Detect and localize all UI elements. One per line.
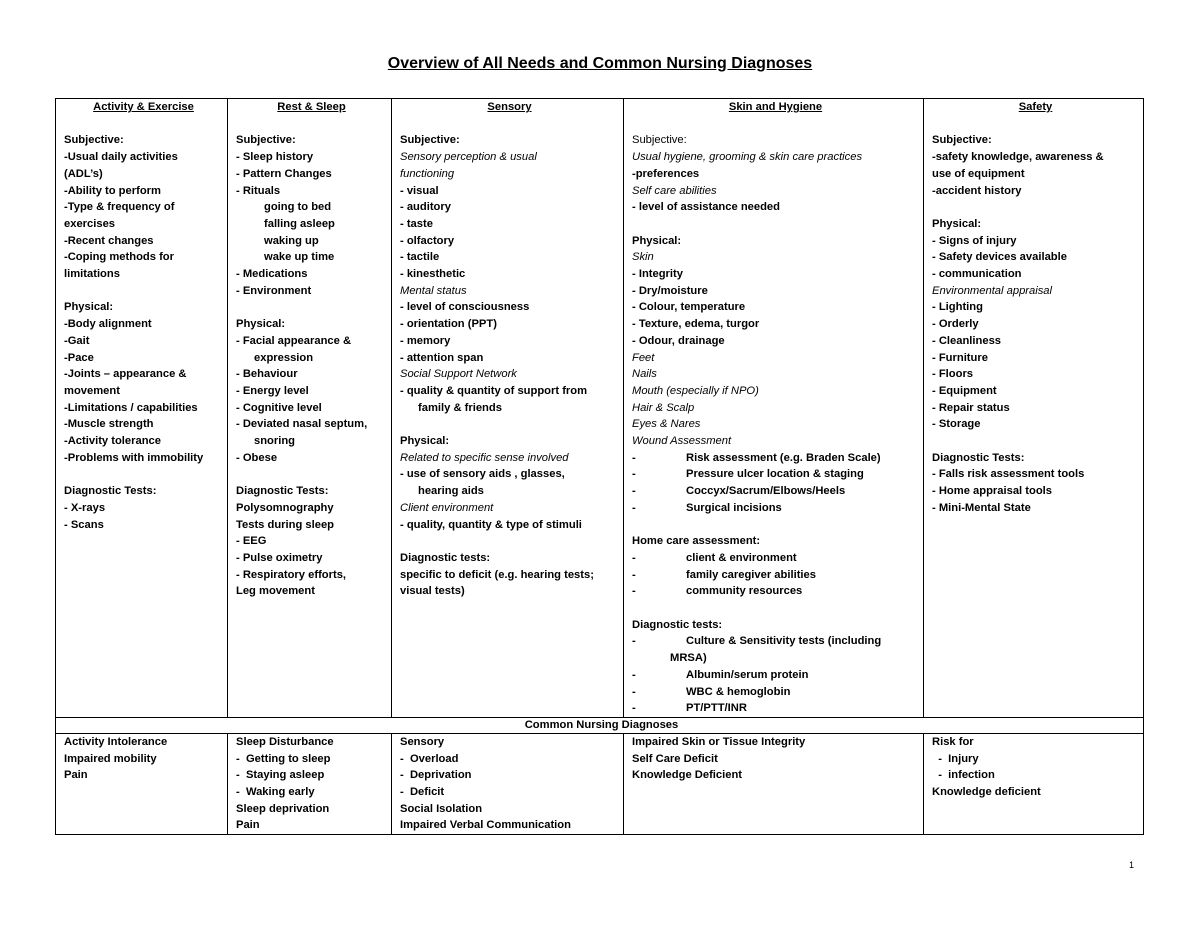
text-line: -Body alignment [64, 318, 152, 331]
text-line: Leg movement [236, 585, 315, 598]
diagnosis-line: - Staying asleep [236, 769, 325, 782]
spacer [632, 216, 919, 233]
text-line: -Gait [64, 334, 90, 347]
text-line: visual tests) [400, 585, 465, 598]
text-line: - Integrity [632, 268, 683, 280]
text-line: Self care abilities [632, 184, 717, 197]
text-line: MRSA) [670, 652, 707, 665]
bullet-text: Pressure ulcer location & staging [686, 468, 864, 481]
spacer [64, 283, 223, 300]
spacer [632, 600, 919, 617]
text-line: expression [254, 351, 314, 364]
text-line: Polysomnography [236, 501, 334, 514]
text-line: - Obese [236, 451, 278, 464]
column-header: Sensory [487, 101, 532, 113]
bullet: - [632, 668, 636, 681]
text-line: - kinesthetic [400, 268, 466, 281]
bullet-text: Albumin/serum protein [686, 668, 809, 681]
diagnosis-line: Risk for [932, 735, 974, 748]
column-rest-sleep [228, 99, 392, 718]
bullet: - [632, 568, 636, 581]
bullet-text: Coccyx/Sacrum/Elbows/Heels [686, 485, 846, 498]
text-line: -preferences [632, 167, 700, 180]
column-sensory [392, 99, 624, 718]
text-line: - level of assistance needed [632, 201, 780, 214]
text-line: - Medications [236, 268, 308, 281]
column-header: Safety [1018, 101, 1053, 113]
diagnoses-sensory [392, 733, 624, 834]
text-line: - Floors [932, 368, 974, 381]
spacer [932, 199, 1139, 216]
column-activity-exercise [56, 99, 228, 718]
text-line: Diagnostic Tests: [236, 485, 329, 498]
bullet-text: client & environment [686, 551, 797, 564]
text-line: Environmental appraisal [932, 284, 1053, 297]
diagnosis-line: Impaired Skin or Tissue Integrity [632, 735, 806, 748]
diagnosis-line: - Waking early [236, 786, 315, 799]
text-line [632, 633, 919, 650]
spacer [236, 299, 387, 316]
column-safety [924, 99, 1144, 718]
text-line: - Cognitive level [236, 401, 322, 414]
text-line: Social Support Network [400, 368, 517, 381]
bullet: - [632, 585, 636, 598]
text-line: - Orderly [932, 318, 979, 331]
text-line: - memory [400, 334, 451, 347]
text-line: - Pulse oximetry [236, 551, 323, 564]
text-line: Hair & Scalp [632, 401, 695, 414]
diagnosis-line: Sensory [400, 735, 445, 748]
text-line [632, 550, 919, 567]
text-line: Diagnostic tests: [632, 618, 723, 631]
text-line: Subjective: [64, 134, 124, 147]
text-line: -Usual daily activities [64, 151, 178, 164]
spacer [236, 466, 387, 483]
text-line [632, 450, 919, 467]
bullet: - [632, 551, 636, 564]
bullet: - [632, 702, 636, 715]
text-line: Client environment [400, 501, 494, 514]
bullet-text: Surgical incisions [686, 501, 782, 514]
text-line: Physical: [632, 234, 682, 247]
text-line: -Limitations / capabilities [64, 401, 198, 414]
text-line: - tactile [400, 251, 440, 264]
spacer [400, 533, 619, 550]
text-line: - taste [400, 217, 433, 230]
text-line: -Activity tolerance [64, 435, 161, 448]
diagnosis-line: - Deficit [400, 786, 445, 799]
text-line: - Equipment [932, 384, 997, 397]
diagnosis-line: - Getting to sleep [236, 752, 331, 765]
text-line: - Facial appearance & [236, 334, 352, 347]
text-line: Physical: [64, 301, 114, 314]
diagnoses-heading: Common Nursing Diagnoses [56, 717, 1144, 733]
text-line: - Odour, drainage [632, 334, 725, 347]
text-line: - Storage [932, 418, 981, 431]
spacer [932, 116, 1139, 133]
column-skin-hygiene [624, 99, 924, 718]
text-line: - Scans [64, 518, 104, 531]
text-line [632, 466, 919, 483]
text-line: Diagnostic Tests: [932, 451, 1025, 464]
text-line: -Muscle strength [64, 418, 154, 431]
text-line: Skin [632, 251, 654, 264]
text-line: use of equipment [932, 167, 1025, 180]
bullet-text: PT/PTT/INR [686, 702, 747, 715]
text-line [632, 684, 919, 701]
text-line: hearing aids [418, 485, 484, 498]
spacer [632, 517, 919, 534]
diagnosis-line: Impaired Verbal Communication [400, 819, 571, 832]
text-line: Subjective: [400, 134, 460, 147]
page-title: Overview of All Needs and Common Nursing Diagnoses [387, 55, 813, 72]
text-line: Mouth (especially if NPO) [632, 384, 759, 397]
text-line [632, 567, 919, 584]
text-line: - quality & quantity of support from [400, 384, 588, 397]
text-line: - auditory [400, 201, 451, 214]
diagnosis-line: - Deprivation [400, 769, 472, 782]
text-line: -Type & frequency of [64, 201, 175, 214]
text-line: - level of consciousness [400, 301, 530, 314]
text-line: - Safety devices available [932, 251, 1067, 264]
text-line: movement [64, 384, 120, 397]
diagnoses-heading-row [56, 717, 1144, 733]
text-line: - Mini-Mental State [932, 501, 1031, 514]
text-line: -Pace [64, 351, 94, 364]
text-line: Eyes & Nares [632, 418, 701, 431]
text-line: Mental status [400, 284, 467, 297]
text-line: - Respiratory efforts, [236, 568, 347, 581]
diagnosis-line: Sleep deprivation [236, 802, 330, 815]
text-line: Subjective: [236, 134, 296, 147]
text-line: wake up time [264, 251, 335, 264]
text-line [632, 500, 919, 517]
text-line: -Coping methods for [64, 251, 174, 264]
text-line: -Ability to perform [64, 184, 161, 197]
bullet: - [632, 451, 636, 464]
text-line: - attention span [400, 351, 484, 364]
diagnosis-line: Social Isolation [400, 802, 483, 815]
text-line: - communication [932, 268, 1022, 280]
text-line: - Signs of injury [932, 234, 1017, 247]
diagnosis-line: - infection [932, 769, 995, 782]
text-line: -Joints – appearance & [64, 368, 187, 381]
bullet-text: family caregiver abilities [686, 568, 816, 581]
column-header: Skin and Hygiene [728, 101, 823, 113]
text-line: functioning [400, 167, 455, 180]
text-line: - use of sensory aids , glasses, [400, 468, 565, 481]
spacer [236, 116, 387, 133]
diagnoses-safety [924, 733, 1144, 834]
text-line: snoring [254, 435, 296, 448]
text-line: - EEG [236, 535, 267, 548]
text-line: - Behaviour [236, 368, 298, 381]
diagnoses-rest-sleep [228, 733, 392, 834]
bullet-text: Culture & Sensitivity tests (including [686, 635, 882, 648]
spacer [64, 116, 223, 133]
text-line: specific to deficit (e.g. hearing tests; [400, 568, 594, 581]
diagnosis-line: Self Care Deficit [632, 752, 718, 765]
text-line: limitations [64, 268, 120, 281]
text-line [632, 667, 919, 684]
text-line: - Rituals [236, 184, 281, 197]
text-line: - Repair status [932, 401, 1010, 414]
text-line: Subjective: [632, 134, 687, 147]
text-line: -Problems with immobility [64, 451, 204, 464]
diagnosis-line: Sleep Disturbance [236, 735, 334, 748]
text-line: - Deviated nasal septum, [236, 418, 368, 431]
bullet: - [632, 635, 636, 648]
diagnosis-line: Knowledge deficient [932, 786, 1041, 799]
diagnoses-row [56, 733, 1144, 834]
text-line: - visual [400, 184, 439, 197]
spacer [400, 116, 619, 133]
bullet-text: Risk assessment (e.g. Braden Scale) [686, 451, 881, 464]
bullet-text: community resources [686, 585, 803, 598]
text-line: falling asleep [264, 217, 335, 230]
page-number: 1 [1129, 860, 1135, 870]
text-line: Physical: [932, 217, 982, 230]
bullet: - [632, 685, 636, 698]
text-line: Usual hygiene, grooming & skin care practices [632, 151, 863, 164]
text-line: - X-rays [64, 501, 106, 514]
text-line: going to bed [264, 201, 332, 214]
text-line: Feet [632, 351, 655, 364]
text-line: - orientation (PPT) [400, 318, 497, 331]
text-line: Sensory perception & usual [400, 151, 537, 164]
bullet: - [632, 485, 636, 498]
diagnosis-line: Knowledge Deficient [632, 769, 743, 782]
column-header: Activity & Exercise [93, 101, 194, 113]
text-line: Physical: [236, 318, 286, 331]
text-line: - Dry/moisture [632, 284, 708, 297]
spacer [632, 116, 919, 133]
diagnosis-line: Pain [64, 769, 88, 782]
needs-table [55, 98, 1144, 835]
text-line: - Energy level [236, 384, 309, 397]
text-line: - quality, quantity & type of stimuli [400, 518, 582, 531]
text-line: (ADL’s) [64, 167, 103, 180]
bullet: - [632, 468, 636, 481]
text-line: - Sleep history [236, 151, 314, 164]
text-line: Subjective: [932, 134, 992, 147]
diagnosis-line: Impaired mobility [64, 752, 157, 765]
text-line: -safety knowledge, awareness & [932, 151, 1104, 164]
text-line: - Falls risk assessment tools [932, 468, 1085, 481]
text-line: exercises [64, 217, 116, 230]
text-line: Home care assessment: [632, 535, 761, 548]
text-line: Diagnostic tests: [400, 551, 491, 564]
text-line: - Texture, edema, turgor [632, 318, 760, 331]
text-line: - Furniture [932, 351, 988, 364]
text-line: - Lighting [932, 301, 983, 314]
text-line: - Home appraisal tools [932, 485, 1052, 498]
text-line: - Cleanliness [932, 334, 1002, 347]
text-line: Physical: [400, 435, 450, 448]
diagnoses-activity-exercise [56, 733, 228, 834]
text-line: family & friends [418, 401, 502, 414]
text-line: Nails [632, 368, 657, 381]
diagnosis-line: Pain [236, 819, 260, 832]
diagnosis-line: - Injury [932, 752, 979, 765]
text-line: - Colour, temperature [632, 301, 746, 314]
diagnosis-line: Activity Intolerance [64, 735, 168, 748]
column-header: Rest & Sleep [277, 101, 346, 113]
text-line: -Recent changes [64, 234, 154, 247]
text-line: Tests during sleep [236, 518, 335, 531]
diagnoses-skin-hygiene [624, 733, 924, 834]
text-line [632, 483, 919, 500]
bullet-text: WBC & hemoglobin [686, 685, 791, 698]
text-line: - Environment [236, 284, 312, 297]
spacer [64, 466, 223, 483]
text-line [632, 700, 919, 717]
spacer [932, 433, 1139, 450]
bullet: - [632, 501, 636, 514]
text-line: -accident history [932, 184, 1022, 197]
text-line: Wound Assessment [632, 435, 732, 448]
text-line: Related to specific sense involved [400, 451, 569, 464]
spacer [400, 416, 619, 433]
text-line: - olfactory [400, 234, 455, 247]
assessment-row [56, 99, 1144, 718]
text-line: waking up [264, 234, 319, 247]
text-line: - Pattern Changes [236, 167, 332, 180]
text-line: Diagnostic Tests: [64, 485, 157, 498]
diagnosis-line: - Overload [400, 752, 459, 765]
text-line [632, 583, 919, 600]
